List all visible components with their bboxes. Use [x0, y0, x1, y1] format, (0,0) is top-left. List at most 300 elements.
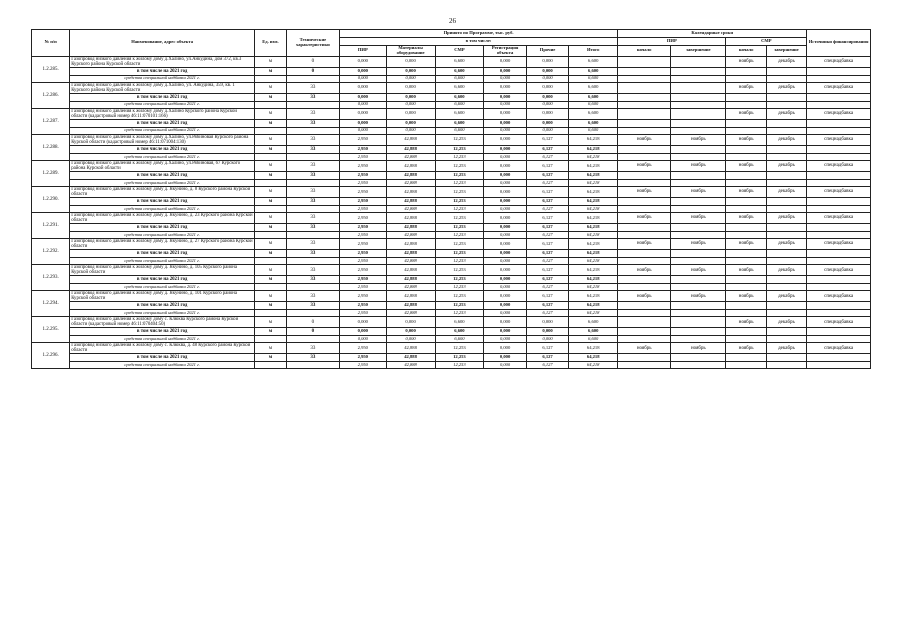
unit-cell: м: [255, 250, 287, 258]
source-registration: 0,000: [484, 127, 526, 134]
empty-cell: [807, 119, 871, 127]
empty-cell: [618, 284, 671, 291]
value-total: 6,600: [569, 317, 618, 328]
cal-smr-end: декабрь: [766, 291, 806, 302]
empty-cell: [286, 258, 339, 265]
source-smr: 12,253: [435, 153, 484, 160]
subtotal-materials: 42,888: [386, 198, 435, 206]
header-unit: Ед. изм.: [255, 30, 287, 57]
page-number: 26: [449, 17, 456, 25]
subtotal-row: [32, 119, 871, 127]
tech-cell: 33: [286, 82, 339, 93]
source-row: [32, 179, 871, 186]
tech-cell: 33: [286, 354, 339, 362]
subtotal-other: 6,127: [526, 276, 568, 284]
header-materials: Материалы оборудование: [386, 46, 435, 57]
empty-cell: [255, 232, 287, 239]
subtotal-total: 64,218: [569, 250, 618, 258]
object-name: Газопровод низкого давления к жилому дому с. Клюква, д. 48 Курского района Курской области: [70, 343, 255, 354]
subtotal-pir: 2,950: [339, 302, 386, 310]
empty-cell: [766, 67, 806, 75]
unit-cell: м: [255, 171, 287, 179]
source-total: 6,600: [569, 101, 618, 108]
program-table-container: [31, 29, 871, 369]
empty-cell: [807, 101, 871, 108]
empty-cell: [807, 93, 871, 101]
value-pir: 2,950: [339, 213, 386, 224]
cal-smr-end: декабрь: [766, 134, 806, 145]
empty-cell: [255, 258, 287, 265]
source-registration: 0,000: [484, 310, 526, 317]
empty-cell: [726, 171, 766, 179]
row-index: 1.2.292.: [32, 239, 70, 265]
header-no: № п/п: [32, 30, 70, 57]
empty-cell: [618, 145, 671, 153]
header-calendar-group: Календарные сроки: [618, 30, 807, 38]
subtotal-materials: 42,888: [386, 250, 435, 258]
subtotal-materials: 42,888: [386, 302, 435, 310]
value-total: 64,218: [569, 134, 618, 145]
empty-cell: [726, 93, 766, 101]
source-other: 6,127: [526, 232, 568, 239]
empty-cell: [286, 101, 339, 108]
empty-cell: [766, 153, 806, 160]
empty-cell: [255, 336, 287, 343]
empty-cell: [618, 101, 671, 108]
subtotal-total: 64,218: [569, 224, 618, 232]
source-row: [32, 101, 871, 108]
tech-cell: 0: [286, 56, 339, 67]
value-materials: 0,000: [386, 82, 435, 93]
header-program-group: Принято по Программе, тыс. руб.: [339, 30, 617, 38]
subtotal-total: 64,218: [569, 276, 618, 284]
source-materials: 42,888: [386, 362, 435, 369]
unit-cell: м: [255, 291, 287, 302]
value-materials: 42,888: [386, 160, 435, 171]
unit-cell: м: [255, 145, 287, 153]
unit-cell: м: [255, 198, 287, 206]
cal-smr-start: ноябрь: [726, 239, 766, 250]
empty-cell: [255, 75, 287, 82]
empty-cell: [255, 362, 287, 369]
value-materials: 42,888: [386, 291, 435, 302]
source-pir: 0,000: [339, 336, 386, 343]
unit-cell: м: [255, 108, 287, 119]
empty-cell: [726, 328, 766, 336]
unit-cell: м: [255, 328, 287, 336]
unit-cell: м: [255, 343, 287, 354]
cal-smr-start: ноябрь: [726, 291, 766, 302]
subtotal-other: 6,127: [526, 250, 568, 258]
cal-smr-start: ноябрь: [726, 134, 766, 145]
source-pir: 2,950: [339, 179, 386, 186]
empty-cell: [766, 250, 806, 258]
row-index: 1.2.291.: [32, 213, 70, 239]
cal-smr-end: декабрь: [766, 108, 806, 119]
subtotal-pir: 0,000: [339, 119, 386, 127]
source-label: средства специальной надбавки 2021 г.: [70, 101, 255, 108]
source-label: средства специальной надбавки 2021 г.: [70, 258, 255, 265]
source-smr: 12,253: [435, 232, 484, 239]
subtotal-registration: 0,000: [484, 93, 526, 101]
subtotal-smr: 12,253: [435, 224, 484, 232]
empty-cell: [286, 206, 339, 213]
source-label: средства специальной надбавки 2021 г.: [70, 362, 255, 369]
subtotal-pir: 0,000: [339, 67, 386, 75]
subtotal-registration: 0,000: [484, 302, 526, 310]
empty-cell: [726, 362, 766, 369]
empty-cell: [286, 284, 339, 291]
tech-cell: 0: [286, 317, 339, 328]
empty-cell: [726, 310, 766, 317]
subtotal-label: в том числе на 2021 год: [70, 93, 255, 101]
source-cell: спецнадбавка: [807, 82, 871, 93]
empty-cell: [807, 179, 871, 186]
object-name: Газопровод низкого давления к жилому дому д.Халино, ул.Анкудина, дом 372, кв.3 Курского района Курской области: [70, 56, 255, 67]
empty-cell: [618, 354, 671, 362]
source-cell: спецнадбавка: [807, 108, 871, 119]
tech-cell: 33: [286, 250, 339, 258]
unit-cell: м: [255, 82, 287, 93]
empty-cell: [807, 362, 871, 369]
subtotal-row: [32, 302, 871, 310]
header-smr-start: начало: [726, 46, 766, 57]
header-incl: в том числе:: [339, 38, 617, 46]
cal-pir-end: [671, 82, 726, 93]
empty-cell: [671, 258, 726, 265]
table-row: [32, 82, 871, 93]
cal-smr-start: ноябрь: [726, 317, 766, 328]
cal-pir-start: ноябрь: [618, 291, 671, 302]
subtotal-registration: 0,000: [484, 145, 526, 153]
tech-cell: 33: [286, 302, 339, 310]
source-label: средства специальной надбавки 2021 г.: [70, 153, 255, 160]
empty-cell: [671, 145, 726, 153]
subtotal-label: в том числе на 2021 год: [70, 119, 255, 127]
value-smr: 12,253: [435, 265, 484, 276]
source-total: 64,218: [569, 284, 618, 291]
empty-cell: [726, 276, 766, 284]
empty-cell: [726, 284, 766, 291]
empty-cell: [726, 206, 766, 213]
source-cell: спецнадбавка: [807, 186, 871, 197]
empty-cell: [766, 75, 806, 82]
subtotal-registration: 0,000: [484, 224, 526, 232]
cal-pir-end: ноябрь: [671, 186, 726, 197]
empty-cell: [726, 153, 766, 160]
source-row: [32, 75, 871, 82]
subtotal-other: 0,000: [526, 67, 568, 75]
tech-cell: 33: [286, 93, 339, 101]
empty-cell: [618, 310, 671, 317]
subtotal-other: 6,127: [526, 171, 568, 179]
empty-cell: [618, 336, 671, 343]
subtotal-pir: 0,000: [339, 328, 386, 336]
empty-cell: [618, 276, 671, 284]
value-registration: 0,000: [484, 108, 526, 119]
empty-cell: [807, 328, 871, 336]
subtotal-total: 64,218: [569, 145, 618, 153]
empty-cell: [807, 206, 871, 213]
subtotal-label: в том числе на 2021 год: [70, 145, 255, 153]
empty-cell: [766, 145, 806, 153]
subtotal-pir: 2,950: [339, 250, 386, 258]
source-smr: 12,253: [435, 284, 484, 291]
empty-cell: [671, 93, 726, 101]
cal-pir-start: [618, 317, 671, 328]
row-index: 1.2.290.: [32, 186, 70, 212]
cal-pir-end: ноябрь: [671, 160, 726, 171]
subtotal-label: в том числе на 2021 год: [70, 302, 255, 310]
cal-smr-start: ноябрь: [726, 213, 766, 224]
empty-cell: [286, 75, 339, 82]
empty-cell: [286, 362, 339, 369]
source-total: 64,218: [569, 310, 618, 317]
subtotal-smr: 12,253: [435, 171, 484, 179]
unit-cell: м: [255, 276, 287, 284]
value-materials: 42,888: [386, 265, 435, 276]
value-materials: 0,000: [386, 56, 435, 67]
source-pir: 2,950: [339, 362, 386, 369]
table-row: [32, 213, 871, 224]
subtotal-total: 6,600: [569, 119, 618, 127]
value-registration: 0,000: [484, 317, 526, 328]
empty-cell: [807, 67, 871, 75]
source-row: [32, 232, 871, 239]
empty-cell: [255, 127, 287, 134]
subtotal-registration: 0,000: [484, 198, 526, 206]
row-index: 1.2.293.: [32, 265, 70, 291]
subtotal-registration: 0,000: [484, 328, 526, 336]
empty-cell: [671, 75, 726, 82]
subtotal-materials: 0,000: [386, 67, 435, 75]
tech-cell: 33: [286, 134, 339, 145]
subtotal-total: 6,600: [569, 67, 618, 75]
empty-cell: [618, 93, 671, 101]
value-other: 0,000: [526, 108, 568, 119]
empty-cell: [618, 328, 671, 336]
source-registration: 0,000: [484, 153, 526, 160]
value-materials: 42,888: [386, 186, 435, 197]
cal-pir-start: ноябрь: [618, 239, 671, 250]
empty-cell: [671, 302, 726, 310]
empty-cell: [807, 224, 871, 232]
row-index: 1.2.289.: [32, 160, 70, 186]
cal-smr-end: декабрь: [766, 56, 806, 67]
empty-cell: [671, 310, 726, 317]
value-smr: 6,600: [435, 317, 484, 328]
empty-cell: [766, 206, 806, 213]
source-cell: спецнадбавка: [807, 265, 871, 276]
empty-cell: [766, 276, 806, 284]
source-cell: спецнадбавка: [807, 317, 871, 328]
empty-cell: [286, 232, 339, 239]
source-cell: спецнадбавка: [807, 343, 871, 354]
subtotal-row: [32, 224, 871, 232]
subtotal-smr: 6,600: [435, 93, 484, 101]
empty-cell: [807, 276, 871, 284]
empty-cell: [618, 224, 671, 232]
subtotal-registration: 0,000: [484, 67, 526, 75]
source-registration: 0,000: [484, 362, 526, 369]
source-total: 6,600: [569, 75, 618, 82]
cal-smr-start: ноябрь: [726, 56, 766, 67]
source-total: 6,600: [569, 127, 618, 134]
empty-cell: [618, 302, 671, 310]
header-pir: ПИР: [339, 46, 386, 57]
unit-cell: м: [255, 93, 287, 101]
value-smr: 12,253: [435, 239, 484, 250]
value-total: 6,600: [569, 56, 618, 67]
value-smr: 6,600: [435, 108, 484, 119]
value-registration: 0,000: [484, 186, 526, 197]
cal-smr-start: ноябрь: [726, 343, 766, 354]
tech-cell: 33: [286, 265, 339, 276]
unit-cell: м: [255, 354, 287, 362]
cal-smr-end: декабрь: [766, 343, 806, 354]
empty-cell: [807, 284, 871, 291]
subtotal-registration: 0,000: [484, 354, 526, 362]
subtotal-materials: 42,888: [386, 145, 435, 153]
empty-cell: [766, 284, 806, 291]
source-cell: спецнадбавка: [807, 56, 871, 67]
cal-pir-end: ноябрь: [671, 239, 726, 250]
empty-cell: [671, 198, 726, 206]
subtotal-row: [32, 354, 871, 362]
empty-cell: [807, 198, 871, 206]
cal-pir-start: ноябрь: [618, 160, 671, 171]
value-other: 0,000: [526, 317, 568, 328]
subtotal-smr: 12,253: [435, 198, 484, 206]
value-pir: 2,950: [339, 343, 386, 354]
empty-cell: [807, 302, 871, 310]
object-name: Газопровод низкого давления к жилому дому д. Якунино, д. 8 Курского района Курской области: [70, 186, 255, 197]
subtotal-total: 6,600: [569, 93, 618, 101]
empty-cell: [671, 362, 726, 369]
tech-cell: 0: [286, 67, 339, 75]
value-registration: 0,000: [484, 343, 526, 354]
empty-cell: [618, 127, 671, 134]
value-smr: 12,253: [435, 343, 484, 354]
empty-cell: [807, 75, 871, 82]
value-pir: 2,950: [339, 265, 386, 276]
empty-cell: [726, 198, 766, 206]
empty-cell: [618, 362, 671, 369]
source-materials: 0,000: [386, 101, 435, 108]
source-materials: 0,000: [386, 127, 435, 134]
subtotal-pir: 2,950: [339, 198, 386, 206]
empty-cell: [726, 145, 766, 153]
source-row: [32, 258, 871, 265]
header-total: Итого: [569, 46, 618, 57]
source-label: средства специальной надбавки 2021 г.: [70, 179, 255, 186]
value-smr: 12,253: [435, 160, 484, 171]
source-smr: 12,253: [435, 179, 484, 186]
empty-cell: [671, 354, 726, 362]
subtotal-pir: 2,950: [339, 276, 386, 284]
empty-cell: [766, 198, 806, 206]
table-row: [32, 265, 871, 276]
subtotal-pir: 2,950: [339, 145, 386, 153]
value-other: 6,127: [526, 291, 568, 302]
subtotal-label: в том числе на 2021 год: [70, 250, 255, 258]
value-materials: 0,000: [386, 108, 435, 119]
empty-cell: [807, 336, 871, 343]
empty-cell: [807, 354, 871, 362]
value-total: 64,218: [569, 213, 618, 224]
object-name: Газопровод низкого давления к жилому дому д.Халино Курского района Курской области (кадастровый номер 46:11:070101:166): [70, 108, 255, 119]
subtotal-total: 64,218: [569, 171, 618, 179]
source-pir: 0,000: [339, 127, 386, 134]
source-smr: 12,253: [435, 206, 484, 213]
value-other: 6,127: [526, 343, 568, 354]
table-header: [32, 30, 871, 57]
empty-cell: [807, 145, 871, 153]
source-pir: 2,950: [339, 310, 386, 317]
unit-cell: м: [255, 239, 287, 250]
source-smr: 12,253: [435, 362, 484, 369]
header-other: Прочие: [526, 46, 568, 57]
cal-smr-start: ноябрь: [726, 108, 766, 119]
source-materials: 42,888: [386, 153, 435, 160]
empty-cell: [766, 179, 806, 186]
cal-smr-end: декабрь: [766, 265, 806, 276]
source-total: 64,218: [569, 153, 618, 160]
cal-pir-start: [618, 108, 671, 119]
subtotal-label: в том числе на 2021 год: [70, 354, 255, 362]
source-other: 6,127: [526, 362, 568, 369]
tech-cell: 33: [286, 119, 339, 127]
empty-cell: [807, 127, 871, 134]
value-materials: 42,888: [386, 343, 435, 354]
value-total: 64,218: [569, 160, 618, 171]
value-registration: 0,000: [484, 291, 526, 302]
subtotal-other: 0,000: [526, 328, 568, 336]
object-name: Газопровод низкого давления к жилому дому д.Халино, ул. Анкудина, 359, кв. 1 Курского района Курской области: [70, 82, 255, 93]
value-pir: 2,950: [339, 291, 386, 302]
unit-cell: м: [255, 134, 287, 145]
empty-cell: [766, 127, 806, 134]
empty-cell: [807, 258, 871, 265]
object-name: Газопровод низкого давления к жилому дому д. Якунино, д. 27 Курского района Курской области: [71, 239, 253, 250]
empty-cell: [618, 206, 671, 213]
tech-cell: 33: [286, 276, 339, 284]
source-pir: 0,000: [339, 75, 386, 82]
empty-cell: [671, 232, 726, 239]
empty-cell: [766, 224, 806, 232]
source-registration: 0,000: [484, 179, 526, 186]
source-other: 6,127: [526, 153, 568, 160]
header-cal-pir: ПИР: [618, 38, 726, 46]
empty-cell: [766, 354, 806, 362]
subtotal-smr: 12,253: [435, 145, 484, 153]
empty-cell: [255, 206, 287, 213]
source-total: 64,218: [569, 258, 618, 265]
empty-cell: [255, 179, 287, 186]
value-registration: 0,000: [484, 239, 526, 250]
cal-smr-start: ноябрь: [726, 265, 766, 276]
empty-cell: [255, 310, 287, 317]
empty-cell: [671, 153, 726, 160]
tech-cell: 33: [286, 291, 339, 302]
cal-pir-end: ноябрь: [671, 213, 726, 224]
source-label: средства специальной надбавки 2021 г.: [70, 336, 255, 343]
subtotal-row: [32, 145, 871, 153]
source-registration: 0,000: [484, 101, 526, 108]
value-total: 64,218: [569, 265, 618, 276]
subtotal-materials: 42,888: [386, 276, 435, 284]
subtotal-registration: 0,000: [484, 250, 526, 258]
